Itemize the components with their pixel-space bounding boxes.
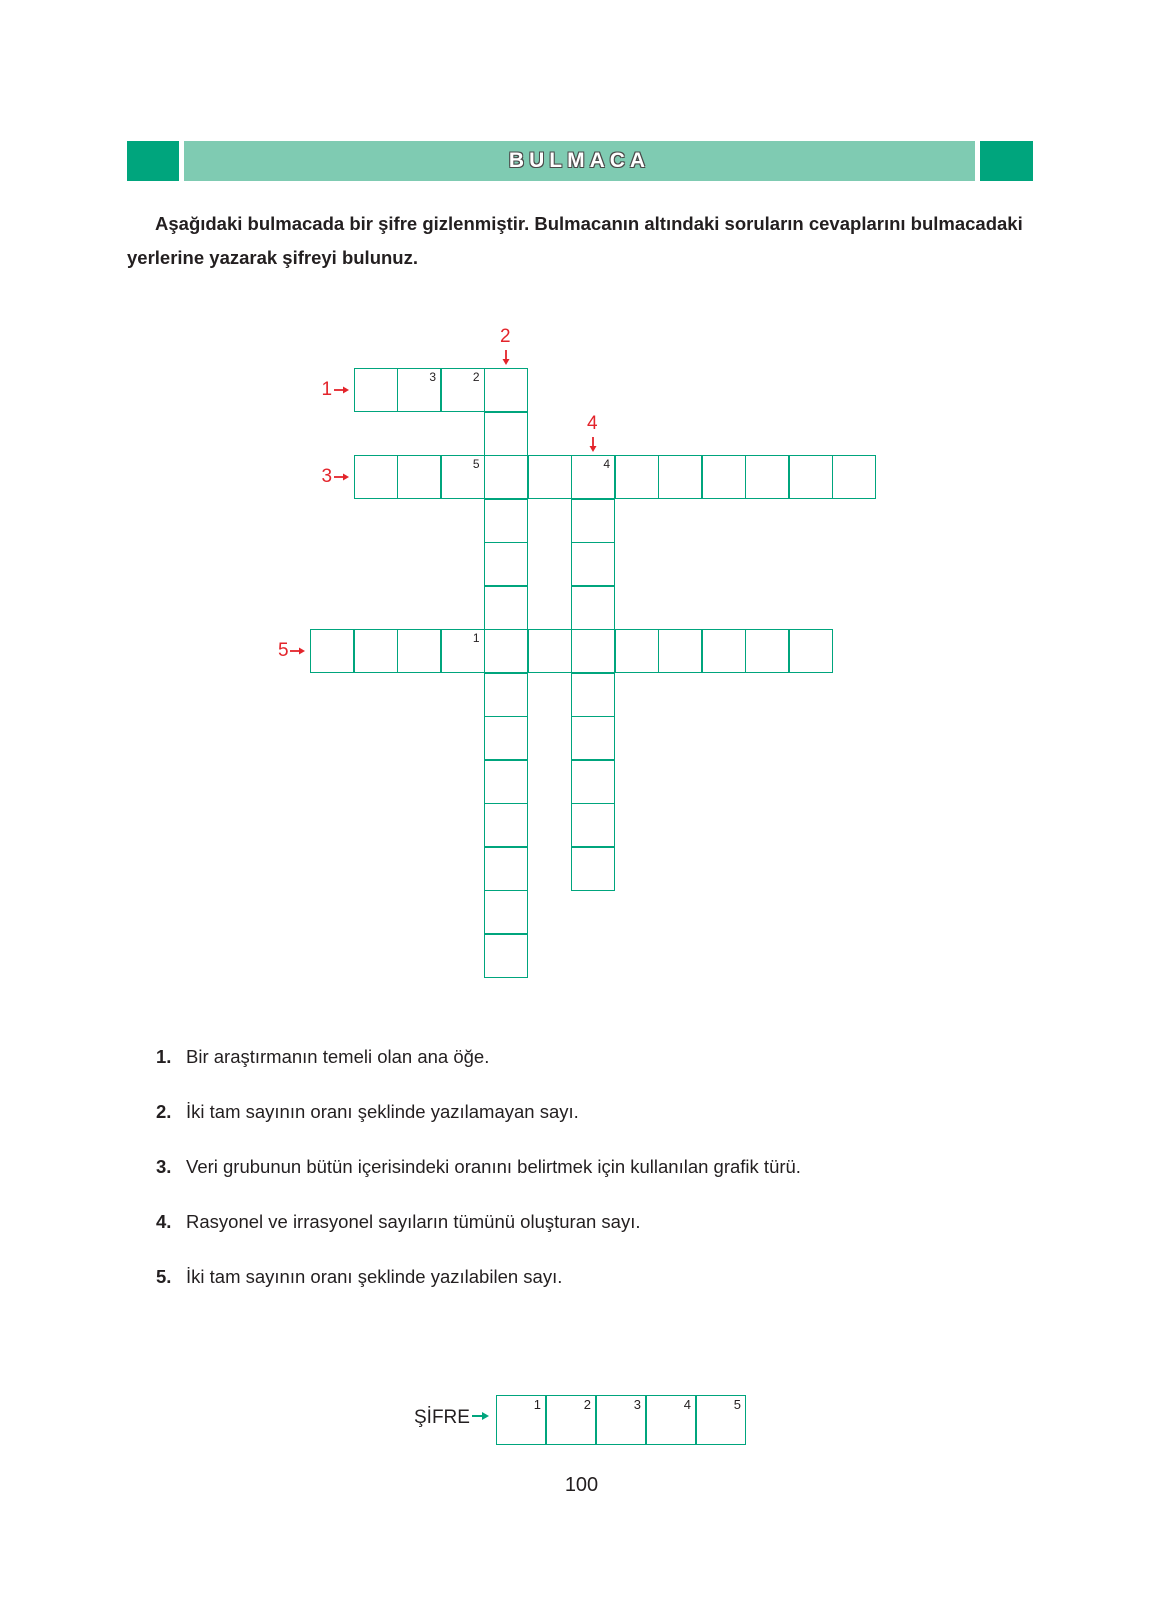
clue-item <box>156 1046 489 1068</box>
crossword-cell[interactable] <box>571 542 615 586</box>
crossword-cell[interactable] <box>484 673 528 717</box>
crossword-cell[interactable] <box>484 499 528 543</box>
crossword-cell[interactable] <box>571 847 615 891</box>
across-clue-label: 1 <box>321 379 333 400</box>
down-arrow-icon <box>501 350 511 366</box>
crossword-cell[interactable] <box>354 629 398 673</box>
intro-text: Aşağıdaki bulmacada bir şifre gizlenmiştir. Bulmacanın altındaki soruların cevaplarını bulmacadaki yerlerine yazarak şifreyi bulunuz. <box>127 213 1023 268</box>
key-cell[interactable] <box>596 1395 646 1445</box>
clue-item <box>156 1266 562 1288</box>
crossword-cell[interactable] <box>745 629 789 673</box>
crossword-cell[interactable] <box>571 455 615 499</box>
cell-key-number: 4 <box>603 457 610 471</box>
key-cell-number: 5 <box>733 1397 741 1412</box>
key-cell[interactable] <box>696 1395 746 1445</box>
banner-title: BULMACA <box>508 149 651 172</box>
crossword-cell[interactable] <box>484 412 528 456</box>
clue-text: Rasyonel ve irrasyonel sayıların tümünü oluşturan sayı. <box>186 1211 641 1232</box>
crossword-cell[interactable] <box>702 455 746 499</box>
key-cell-number: 2 <box>583 1397 591 1412</box>
key-label: ŞİFRE <box>414 1407 470 1428</box>
crossword-cell[interactable] <box>484 368 528 412</box>
key-cell-number: 3 <box>633 1397 641 1412</box>
crossword-cell[interactable] <box>571 586 615 630</box>
crossword-cell[interactable] <box>484 760 528 804</box>
crossword-cell[interactable] <box>571 716 615 760</box>
key-cell-number: 4 <box>683 1397 691 1412</box>
cell-key-number: 3 <box>429 370 436 384</box>
key-arrow-icon <box>472 1410 490 1422</box>
clue-item <box>156 1211 641 1233</box>
clue-item <box>156 1156 801 1178</box>
crossword-cell[interactable] <box>397 455 441 499</box>
crossword-cell[interactable] <box>615 629 659 673</box>
crossword-cell[interactable] <box>789 629 833 673</box>
clue-text: Bir araştırmanın temeli olan ana öğe. <box>186 1046 490 1067</box>
clue-number: 1. <box>156 1046 172 1067</box>
crossword-cell[interactable] <box>484 890 528 934</box>
crossword-cell[interactable] <box>397 368 441 412</box>
key-cell-number: 1 <box>533 1397 541 1412</box>
down-arrow-icon <box>588 437 598 453</box>
crossword-cell[interactable] <box>528 629 572 673</box>
crossword-cell[interactable] <box>702 629 746 673</box>
crossword-cell[interactable] <box>441 368 485 412</box>
crossword-cell[interactable] <box>658 455 702 499</box>
crossword-cell[interactable] <box>571 760 615 804</box>
clue-item <box>156 1101 579 1123</box>
crossword-cell[interactable] <box>571 499 615 543</box>
crossword-cell[interactable] <box>354 368 398 412</box>
key-cell[interactable] <box>496 1395 546 1445</box>
crossword-cell[interactable] <box>528 455 572 499</box>
cell-key-number: 2 <box>472 370 480 384</box>
right-arrow-icon <box>334 472 350 482</box>
across-clue-label: 3 <box>321 466 333 487</box>
down-clue-label: 2 <box>500 326 511 347</box>
crossword-cell[interactable] <box>484 803 528 847</box>
crossword-cell[interactable] <box>484 934 528 978</box>
right-arrow-icon <box>334 385 350 395</box>
page-number: 100 <box>564 1474 599 1496</box>
crossword-cell[interactable] <box>441 455 485 499</box>
cell-key-number: 1 <box>472 631 480 645</box>
crossword-cell[interactable] <box>571 673 615 717</box>
crossword-cell[interactable] <box>484 716 528 760</box>
clue-number: 4. <box>156 1211 172 1232</box>
clue-number: 3. <box>156 1156 172 1177</box>
crossword-cell[interactable] <box>615 455 659 499</box>
across-clue-label: 5 <box>278 640 289 661</box>
down-clue-label: 4 <box>587 413 598 434</box>
crossword-cell[interactable] <box>441 629 485 673</box>
key-cell[interactable] <box>646 1395 696 1445</box>
crossword-cell[interactable] <box>354 455 398 499</box>
crossword-cell[interactable] <box>658 629 702 673</box>
clue-text: Veri grubunun bütün içerisindeki oranını belirtmek için kullanılan grafik türü. <box>186 1156 801 1177</box>
crossword-cell[interactable] <box>745 455 789 499</box>
crossword-cell[interactable] <box>789 455 833 499</box>
clue-text: İki tam sayının oranı şeklinde yazılabilen sayı. <box>186 1266 563 1287</box>
crossword-cell[interactable] <box>484 629 528 673</box>
crossword-cell[interactable] <box>484 586 528 630</box>
crossword-cell[interactable] <box>310 629 354 673</box>
crossword-cell[interactable] <box>484 847 528 891</box>
key-cell[interactable] <box>546 1395 596 1445</box>
crossword-cell[interactable] <box>484 542 528 586</box>
clue-text: İki tam sayının oranı şeklinde yazılamayan sayı. <box>186 1101 579 1122</box>
clue-number: 2. <box>156 1101 172 1122</box>
cell-key-number: 5 <box>472 457 480 471</box>
crossword-cell[interactable] <box>397 629 441 673</box>
crossword-cell[interactable] <box>484 455 528 499</box>
clue-number: 5. <box>156 1266 172 1287</box>
crossword-cell[interactable] <box>571 629 615 673</box>
crossword-cell[interactable] <box>571 803 615 847</box>
right-arrow-icon <box>290 646 306 656</box>
crossword-cell[interactable] <box>832 455 876 499</box>
